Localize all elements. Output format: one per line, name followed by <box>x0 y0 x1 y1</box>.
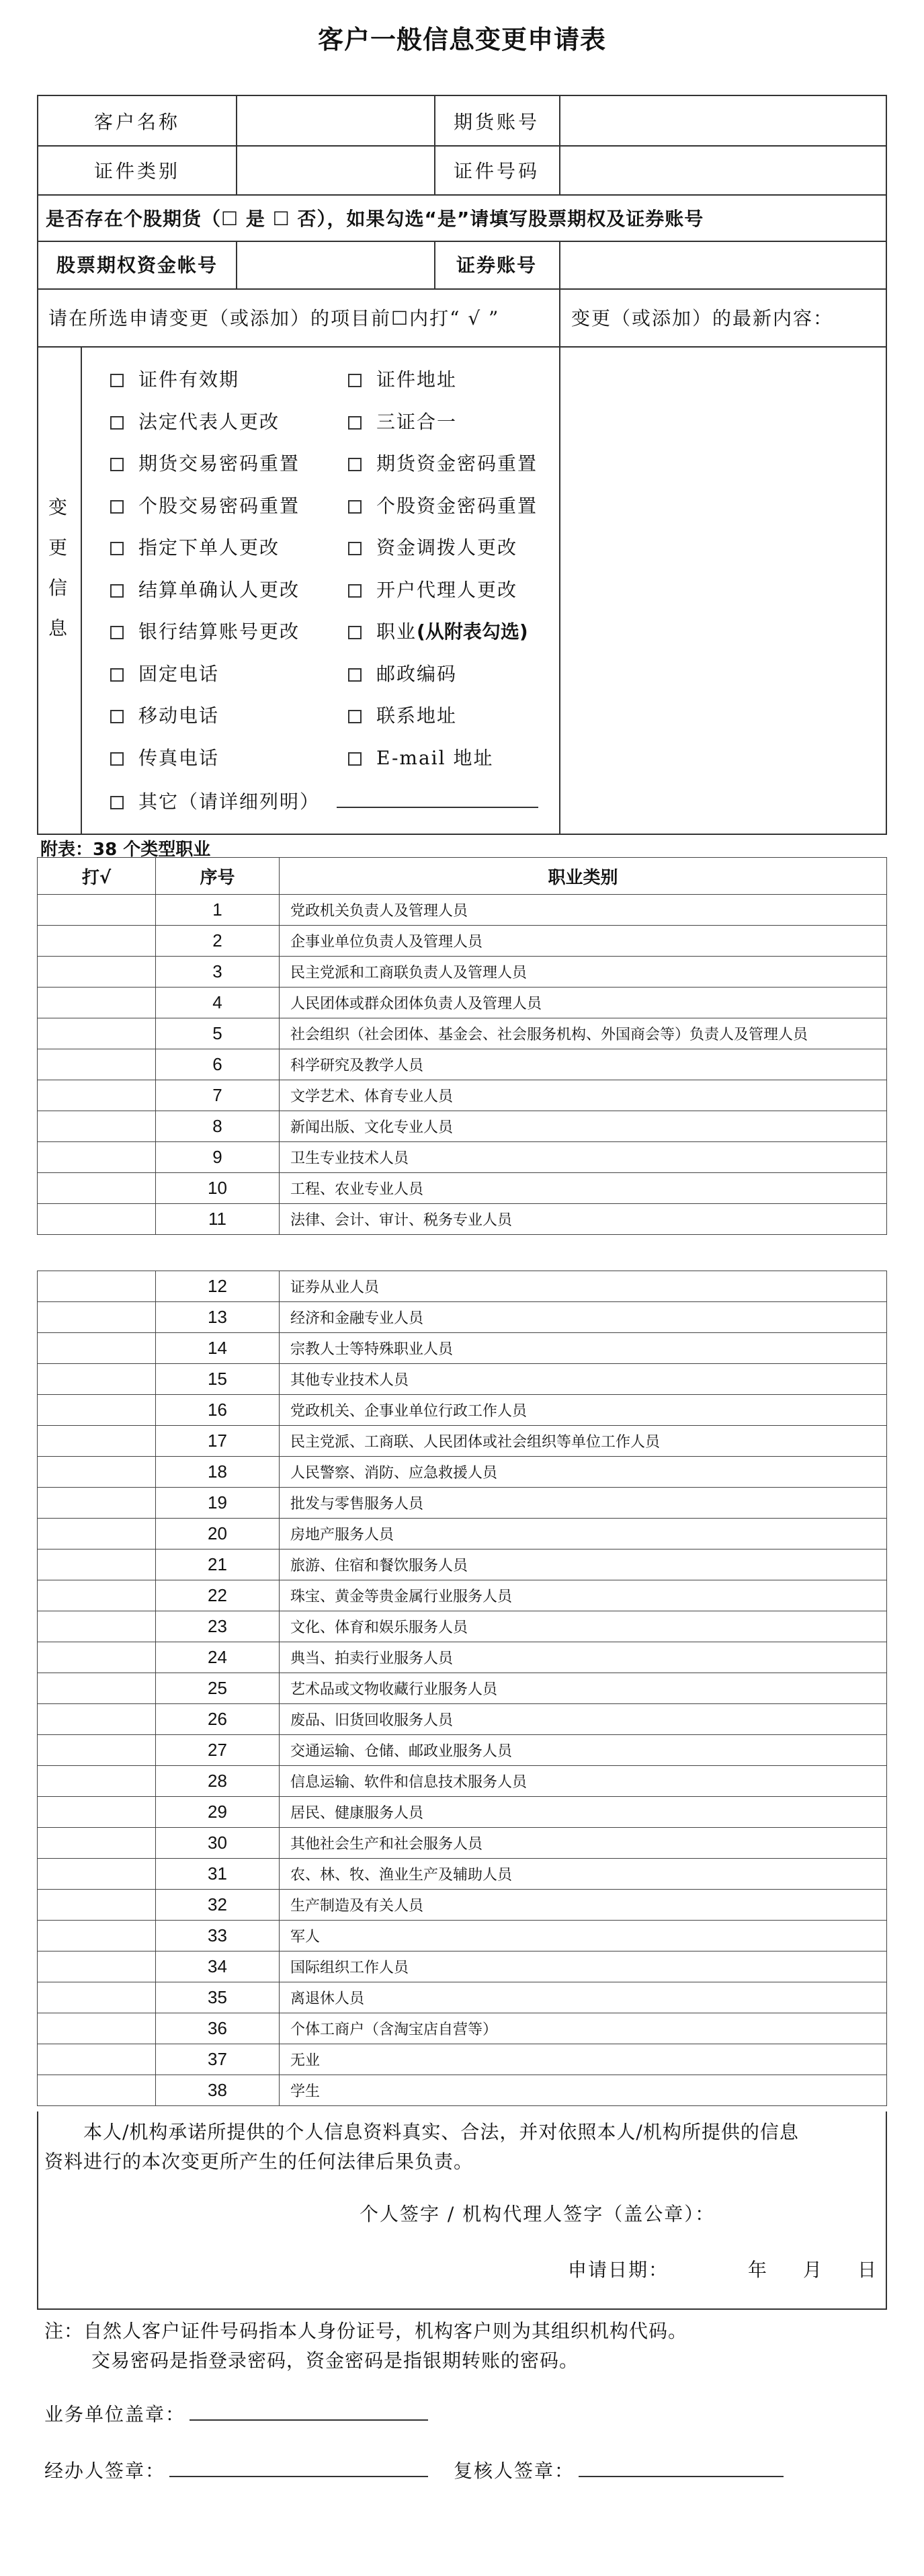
occupation-index: 35 <box>156 1982 280 2013</box>
occupation-row <box>38 1080 887 1111</box>
occupation-check-cell[interactable] <box>38 895 156 926</box>
occupation-row <box>38 895 887 926</box>
date-year: 年 <box>748 2259 767 2281</box>
change-item-label: 期货资金密码重置 <box>376 452 538 475</box>
change-item[interactable] <box>348 617 528 644</box>
occupation-check-cell[interactable] <box>38 1797 156 1828</box>
occupation-check-cell[interactable] <box>38 1271 156 1302</box>
change-item[interactable] <box>110 491 300 518</box>
occupation-name: 信息运输、软件和信息技术服务人员 <box>280 1766 887 1797</box>
occupation-row <box>38 1049 887 1080</box>
change-item[interactable] <box>110 365 239 392</box>
change-item[interactable] <box>110 743 219 770</box>
occupation-suffix: (从附表勾选) <box>417 620 528 643</box>
change-item-label: 移动电话 <box>138 705 220 727</box>
occupation-check-cell[interactable] <box>38 2013 156 2044</box>
checkbox[interactable] <box>110 668 124 682</box>
change-item-label: 银行结算账号更改 <box>138 620 300 643</box>
checkbox[interactable] <box>348 626 362 639</box>
occupation-row <box>38 1204 887 1235</box>
occupation-index: 28 <box>156 1766 280 1797</box>
occupation-check-cell[interactable] <box>38 1302 156 1333</box>
occupation-name: 证券从业人员 <box>280 1271 887 1302</box>
change-item[interactable] <box>348 659 457 686</box>
change-item-label: 结算单确认人更改 <box>138 578 300 601</box>
reviewer-sign-label: 复核人签章： <box>454 2456 784 2483</box>
occupation-name: 废品、旧货回收服务人员 <box>280 1704 887 1735</box>
handler-sign-blank[interactable] <box>169 2476 428 2477</box>
change-item[interactable] <box>110 407 280 434</box>
occupation-index: 9 <box>156 1142 280 1173</box>
occupation-index: 26 <box>156 1704 280 1735</box>
occupation-index: 10 <box>156 1173 280 1204</box>
checkbox[interactable] <box>110 458 124 471</box>
occupation-name: 批发与零售服务人员 <box>280 1488 887 1519</box>
occupation-row <box>38 926 887 957</box>
occupation-name: 交通运输、仓储、邮政业服务人员 <box>280 1735 887 1766</box>
occupation-row <box>38 1457 887 1488</box>
change-item-label: 期货交易密码重置 <box>138 452 300 475</box>
option-fund-account-label: 股票期权资金帐号 <box>56 253 218 276</box>
occupation-check-cell[interactable] <box>38 1488 156 1519</box>
checkbox[interactable] <box>110 796 124 809</box>
occupation-check-cell[interactable] <box>38 2044 156 2075</box>
occupation-name: 宗教人士等特殊职业人员 <box>280 1333 887 1364</box>
change-item[interactable] <box>348 449 538 476</box>
occupation-row <box>38 1173 887 1204</box>
handler-sign-label: 经办人签章： <box>44 2456 428 2483</box>
apply-date-label: 申请日期： <box>568 2259 669 2281</box>
occupation-row <box>38 1519 887 1549</box>
occupation-check-cell[interactable] <box>38 926 156 957</box>
occupation-index: 4 <box>156 988 280 1018</box>
change-item-label: E-mail 地址 <box>376 746 494 769</box>
change-item-label: 固定电话 <box>138 662 220 685</box>
occupation-name: 珠宝、黄金等贵金属行业服务人员 <box>280 1580 887 1611</box>
change-item-label: 证件地址 <box>376 368 458 391</box>
occupation-name: 文化、体育和娱乐服务人员 <box>280 1611 887 1642</box>
change-item[interactable] <box>348 491 538 518</box>
occupation-row <box>38 1704 887 1735</box>
occupation-check-cell[interactable] <box>38 1766 156 1797</box>
occupation-index: 23 <box>156 1611 280 1642</box>
checkbox[interactable] <box>348 752 362 766</box>
note-1: 注：自然人客户证件号码指本人身份证号，机构客户则为其组织机构代码。 <box>44 2320 688 2342</box>
change-item[interactable] <box>110 617 300 644</box>
id-type-label: 证件类别 <box>93 159 180 182</box>
occupation-name: 科学研究及教学人员 <box>280 1049 887 1080</box>
occupation-row <box>38 1302 887 1333</box>
occupation-check-cell[interactable] <box>38 988 156 1018</box>
change-info-char: 变 <box>48 496 67 518</box>
change-item[interactable] <box>110 659 219 686</box>
change-item[interactable] <box>348 743 493 770</box>
occupation-check-cell[interactable] <box>38 1333 156 1364</box>
occupation-table <box>37 857 887 1235</box>
occupation-index: 22 <box>156 1580 280 1611</box>
occupation-check-cell[interactable] <box>38 1921 156 1951</box>
occupation-row <box>38 1735 887 1766</box>
occupation-name: 学生 <box>280 2075 887 2106</box>
occupation-index: 16 <box>156 1395 280 1426</box>
option-fund-account-field[interactable] <box>236 240 434 288</box>
occupation-name: 房地产服务人员 <box>280 1519 887 1549</box>
occupation-check-cell[interactable] <box>38 1890 156 1921</box>
occupation-check-cell[interactable] <box>38 1611 156 1642</box>
occupation-check-cell[interactable] <box>38 1951 156 1982</box>
change-item-other[interactable] <box>110 787 538 814</box>
change-item[interactable] <box>348 407 457 434</box>
change-item[interactable] <box>348 575 517 602</box>
occupation-index: 12 <box>156 1271 280 1302</box>
change-item-label: 其它（请详细列明） <box>138 791 321 813</box>
change-item[interactable] <box>110 575 300 602</box>
checkbox[interactable] <box>110 584 124 598</box>
change-item-label: 法定代表人更改 <box>138 410 280 433</box>
occupation-check-cell[interactable] <box>38 1828 156 1859</box>
occupation-row <box>38 2044 887 2075</box>
reviewer-sign-blank[interactable] <box>579 2476 784 2477</box>
occupation-check-cell[interactable] <box>38 1549 156 1580</box>
futures-account-field[interactable] <box>559 96 886 145</box>
occupation-name: 人民警察、消防、应急救援人员 <box>280 1457 887 1488</box>
occupation-row <box>38 1549 887 1580</box>
occupation-row <box>38 1890 887 1921</box>
checkbox[interactable] <box>348 542 362 555</box>
occupation-row <box>38 2013 887 2044</box>
occupation-index: 36 <box>156 2013 280 2044</box>
date-day: 日 <box>857 2259 877 2281</box>
business-seal-blank[interactable] <box>190 2419 428 2421</box>
occupation-index: 29 <box>156 1797 280 1828</box>
occupation-row <box>38 1673 887 1704</box>
occupation-row <box>38 2075 887 2106</box>
occupation-name: 社会组织（社会团体、基金会、社会服务机构、外国商会等）负责人及管理人员 <box>280 1018 887 1049</box>
occupation-name: 离退休人员 <box>280 1982 887 2013</box>
occupation-index: 30 <box>156 1828 280 1859</box>
change-item-label: 传真电话 <box>138 746 220 769</box>
header-check: 打√ <box>38 858 156 895</box>
occupation-check-cell[interactable] <box>38 1457 156 1488</box>
occupation-index: 8 <box>156 1111 280 1142</box>
occupation-row <box>38 1142 887 1173</box>
occupation-index: 14 <box>156 1333 280 1364</box>
occupation-row <box>38 957 887 988</box>
checkbox[interactable] <box>110 626 124 639</box>
occupation-name: 人民团体或群众团体负责人及管理人员 <box>280 988 887 1018</box>
occupation-index: 33 <box>156 1921 280 1951</box>
occupation-row <box>38 1642 887 1673</box>
occupation-row <box>38 1580 887 1611</box>
occupation-name: 旅游、住宿和餐饮服务人员 <box>280 1549 887 1580</box>
change-item[interactable] <box>348 365 457 392</box>
occupation-name: 党政机关、企事业单位行政工作人员 <box>280 1395 887 1426</box>
occupation-check-cell[interactable] <box>38 1018 156 1049</box>
occupation-index: 32 <box>156 1890 280 1921</box>
customer-name-label: 客户名称 <box>93 110 180 133</box>
declaration-line2: 资料进行的本次变更所产生的任何法律后果负责。 <box>44 2150 474 2173</box>
occupation-name: 个体工商户（含淘宝店自营等） <box>280 2013 887 2044</box>
checkbox[interactable] <box>110 500 124 514</box>
securities-account-label: 证券账号 <box>456 253 537 276</box>
occupation-name: 民主党派、工商联、人民团体或社会组织等单位工作人员 <box>280 1426 887 1457</box>
occupation-index: 38 <box>156 2075 280 2106</box>
occupation-name: 经济和金融专业人员 <box>280 1302 887 1333</box>
occupation-name: 典当、拍卖行业服务人员 <box>280 1642 887 1673</box>
id-type-field[interactable] <box>236 145 434 194</box>
occupation-row <box>38 1271 887 1302</box>
checkbox[interactable] <box>110 374 124 387</box>
occupation-check-cell[interactable] <box>38 1642 156 1673</box>
change-item-label: 职业 <box>376 620 417 643</box>
checkbox[interactable] <box>110 542 124 555</box>
occupation-row <box>38 1395 887 1426</box>
occupation-check-cell[interactable] <box>38 1364 156 1395</box>
occupation-name: 生产制造及有关人员 <box>280 1890 887 1921</box>
occupation-check-cell[interactable] <box>38 1982 156 2013</box>
occupation-index: 31 <box>156 1859 280 1890</box>
occupation-name: 企事业单位负责人及管理人员 <box>280 926 887 957</box>
occupation-row <box>38 1426 887 1457</box>
occupation-index: 24 <box>156 1642 280 1673</box>
occupation-name: 国际组织工作人员 <box>280 1951 887 1982</box>
occupation-index: 20 <box>156 1519 280 1549</box>
occupation-name: 文学艺术、体育专业人员 <box>280 1080 887 1111</box>
occupation-index: 7 <box>156 1080 280 1111</box>
occupation-index: 27 <box>156 1735 280 1766</box>
occupation-name: 艺术品或文物收藏行业服务人员 <box>280 1673 887 1704</box>
date-month: 月 <box>803 2259 823 2281</box>
header-category: 职业类别 <box>280 858 887 895</box>
occupation-name: 工程、农业专业人员 <box>280 1173 887 1204</box>
change-item-label: 证件有效期 <box>138 368 240 391</box>
occupation-index: 37 <box>156 2044 280 2075</box>
securities-account-field[interactable] <box>559 240 886 288</box>
business-seal-label: 业务单位盖章： <box>44 2400 428 2427</box>
occupation-index: 1 <box>156 895 280 926</box>
id-number-field[interactable] <box>559 145 886 194</box>
occupation-row <box>38 1018 887 1049</box>
occupation-index: 18 <box>156 1457 280 1488</box>
instruction-text: 请在所选申请变更（或添加）的项目前☐内打“ √ ” <box>48 307 500 329</box>
checkbox[interactable] <box>348 584 362 598</box>
occupation-row <box>38 1488 887 1519</box>
change-item-label: 个股资金密码重置 <box>376 494 538 517</box>
occupation-index: 17 <box>156 1426 280 1457</box>
id-number-label: 证件号码 <box>453 159 540 182</box>
occupation-row <box>38 1859 887 1890</box>
change-item[interactable] <box>348 533 517 560</box>
occupation-row <box>38 1982 887 2013</box>
occupation-check-cell[interactable] <box>38 957 156 988</box>
change-item-label: 开户代理人更改 <box>376 578 518 601</box>
occupation-check-cell[interactable] <box>38 1673 156 1704</box>
checkbox[interactable] <box>348 668 362 682</box>
occupation-name: 其他社会生产和社会服务人员 <box>280 1828 887 1859</box>
occupation-check-cell[interactable] <box>38 1426 156 1457</box>
occupation-row <box>38 1333 887 1364</box>
occupation-row <box>38 1611 887 1642</box>
occupation-index: 19 <box>156 1488 280 1519</box>
checkbox[interactable] <box>348 416 362 430</box>
change-item[interactable] <box>110 449 300 476</box>
occupation-check-cell[interactable] <box>38 1580 156 1611</box>
occupation-name: 居民、健康服务人员 <box>280 1797 887 1828</box>
occupation-check-cell[interactable] <box>38 1049 156 1080</box>
occupation-index: 3 <box>156 957 280 988</box>
occupation-table-continued <box>37 1271 887 2106</box>
checkbox[interactable] <box>110 710 124 723</box>
occupation-index: 34 <box>156 1951 280 1982</box>
futures-account-label: 期货账号 <box>453 110 540 133</box>
appendix-title: 附表：38 个类型职业 <box>40 840 211 860</box>
header-index: 序号 <box>156 858 280 895</box>
occupation-row <box>38 1766 887 1797</box>
occupation-name: 其他专业技术人员 <box>280 1364 887 1395</box>
change-info-char: 信 <box>48 577 67 599</box>
occupation-check-cell[interactable] <box>38 2075 156 2106</box>
latest-content-label: 变更（或添加）的最新内容： <box>571 307 834 329</box>
change-item-label: 三证合一 <box>376 410 458 433</box>
declaration-line1: 本人/机构承诺所提供的个人信息资料真实、合法，并对依照本人/机构所提供的信息 <box>83 2121 799 2143</box>
occupation-row <box>38 1797 887 1828</box>
occupation-index: 6 <box>156 1049 280 1080</box>
note-2: 交易密码是指登录密码，资金密码是指银期转账的密码。 <box>91 2349 579 2372</box>
occupation-index: 11 <box>156 1204 280 1235</box>
checkbox[interactable] <box>348 374 362 387</box>
occupation-row <box>38 1111 887 1142</box>
occupation-index: 5 <box>156 1018 280 1049</box>
occupation-check-cell[interactable] <box>38 1111 156 1142</box>
checkbox[interactable] <box>348 710 362 723</box>
change-item[interactable] <box>110 701 219 728</box>
occupation-index: 21 <box>156 1549 280 1580</box>
occupation-index: 15 <box>156 1364 280 1395</box>
occupation-check-cell[interactable] <box>38 1173 156 1204</box>
occupation-check-cell[interactable] <box>38 1395 156 1426</box>
occupation-name: 卫生专业技术人员 <box>280 1142 887 1173</box>
occupation-row <box>38 1364 887 1395</box>
checkbox[interactable] <box>110 752 124 766</box>
checkbox[interactable] <box>348 500 362 514</box>
change-item[interactable] <box>348 701 457 728</box>
occupation-name: 法律、会计、审计、税务专业人员 <box>280 1204 887 1235</box>
occupation-name: 农、林、牧、渔业生产及辅助人员 <box>280 1859 887 1890</box>
occupation-check-cell[interactable] <box>38 1859 156 1890</box>
occupation-name: 军人 <box>280 1921 887 1951</box>
checkbox[interactable] <box>110 416 124 430</box>
change-item-label: 个股交易密码重置 <box>138 494 300 517</box>
change-info-char: 息 <box>48 617 67 639</box>
occupation-check-cell[interactable] <box>38 1519 156 1549</box>
signature-label: 个人签字 / 机构代理人签字（盖公章）： <box>360 2203 716 2225</box>
occupation-index: 2 <box>156 926 280 957</box>
change-item-label: 资金调拨人更改 <box>376 536 518 559</box>
customer-name-field[interactable] <box>236 96 434 145</box>
change-info-char: 更 <box>48 536 67 559</box>
occupation-check-cell[interactable] <box>38 1704 156 1735</box>
occupation-row <box>38 1828 887 1859</box>
change-item-label: 邮政编码 <box>376 662 458 685</box>
occupation-name: 民主党派和工商联负责人及管理人员 <box>280 957 887 988</box>
occupation-check-cell[interactable] <box>38 1080 156 1111</box>
page-title: 客户一般信息变更申请表 <box>317 25 606 54</box>
occupation-row <box>38 1921 887 1951</box>
occupation-check-cell[interactable] <box>38 1142 156 1173</box>
occupation-name: 无业 <box>280 2044 887 2075</box>
occupation-index: 25 <box>156 1673 280 1704</box>
occupation-name: 新闻出版、文化专业人员 <box>280 1111 887 1142</box>
stock-futures-question: 是否存在个股期货（☐ 是 ☐ 否），如果勾选“是”请填写股票期权及证券账号 <box>46 208 704 230</box>
checkbox[interactable] <box>348 458 362 471</box>
occupation-check-cell[interactable] <box>38 1204 156 1235</box>
change-item-label: 联系地址 <box>376 705 458 727</box>
other-detail-blank[interactable] <box>337 807 538 808</box>
occupation-index: 13 <box>156 1302 280 1333</box>
change-item-label: 指定下单人更改 <box>138 536 280 559</box>
change-item[interactable] <box>110 533 280 560</box>
occupation-row <box>38 1951 887 1982</box>
latest-content-field[interactable] <box>559 336 886 830</box>
occupation-check-cell[interactable] <box>38 1735 156 1766</box>
occupation-name: 党政机关负责人及管理人员 <box>280 895 887 926</box>
occupation-row <box>38 988 887 1018</box>
